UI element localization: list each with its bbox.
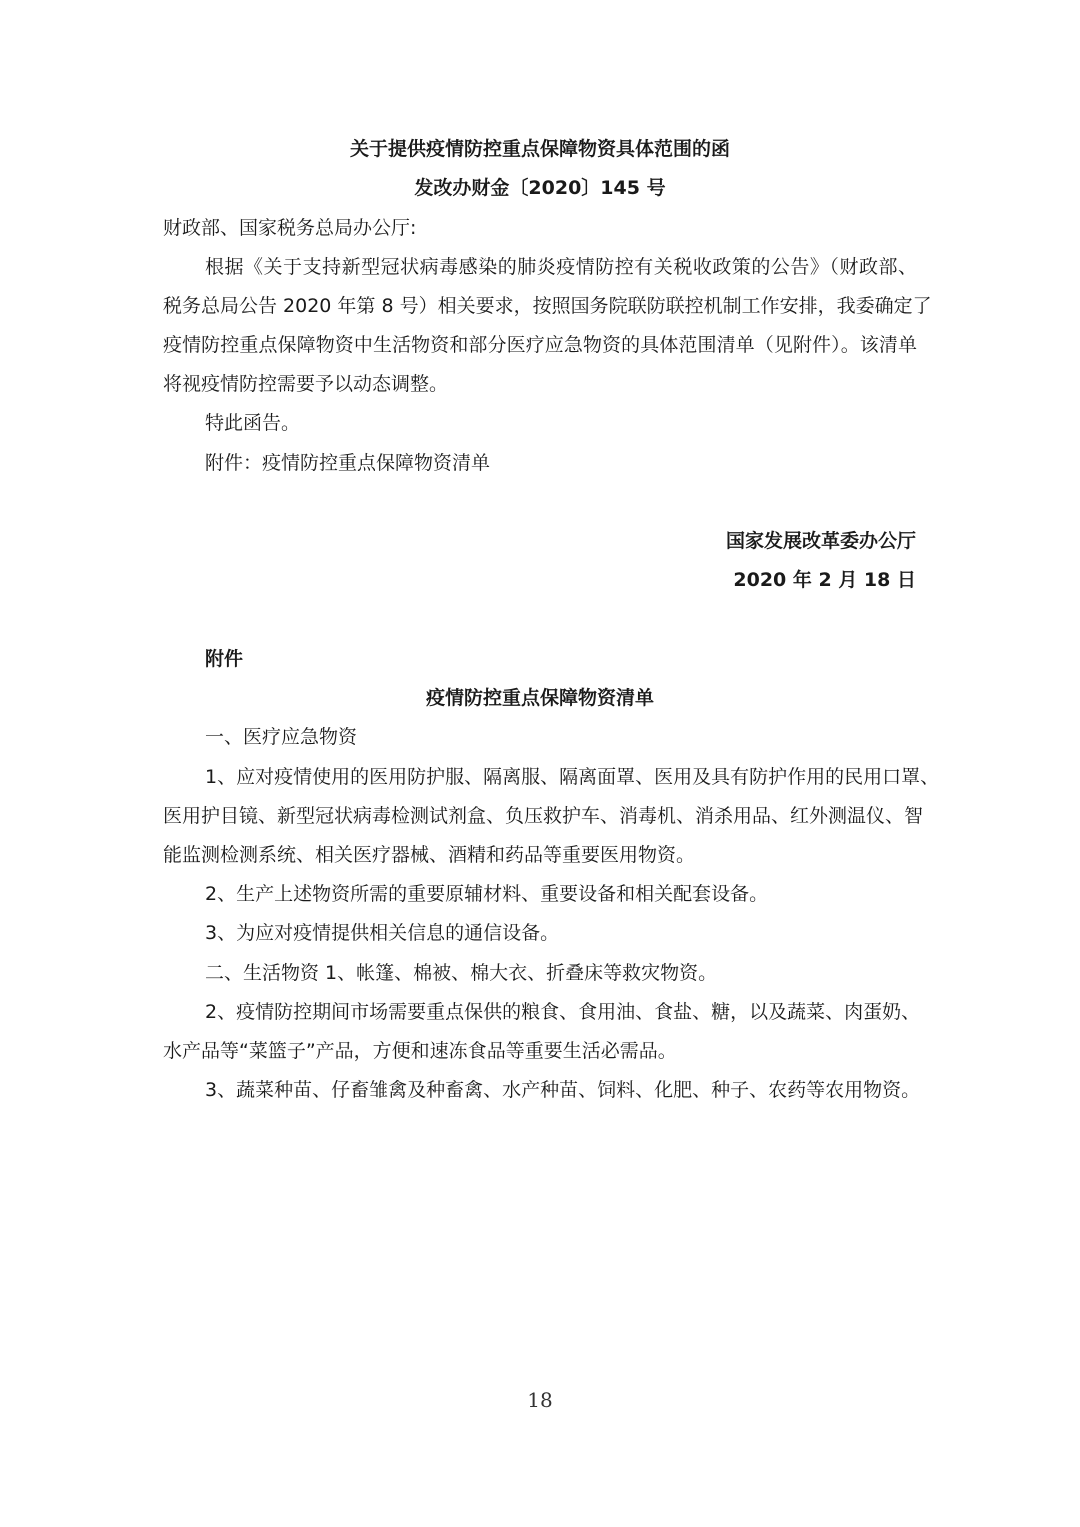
closing-text: 特此函告。 [205, 412, 301, 434]
page-number: 18 [527, 1388, 553, 1412]
living-item-3: 3、蔬菜种苗、仔畜雏禽及种畜禽、水产种苗、饲料、化肥、种子、农药等农用物资。 [205, 1079, 921, 1101]
body-line-1: 根据《关于支持新型冠状病毒感染的肺炎疫情防控有关税收政策的公告》（财政部、 [205, 256, 917, 278]
attachment-title: 疫情防控重点保障物资清单 [425, 687, 654, 709]
signature-date: 2020 年 2 月 18 日 [733, 569, 916, 591]
signature-organization: 国家发展改革委办公厅 [725, 530, 916, 552]
addressee: 财政部、国家税务总局办公厅: [163, 217, 417, 239]
living-item-2-line-2: 水产品等“菜篮子”产品，方便和速冻食品等重要生活必需品。 [163, 1040, 677, 1062]
medical-item-1-line-1: 1、应对疫情使用的医用防护服、隔离服、隔离面罩、医用及具有防护作用的民用口罩、 [205, 766, 940, 788]
medical-item-2: 2、生产上述物资所需的重要原辅材料、重要设备和相关配套设备。 [205, 883, 769, 905]
living-item-2-line-1: 2、疫情防控期间市场需要重点保供的粮食、食用油、食盐、糖，以及蔬菜、肉蛋奶、 [205, 1001, 921, 1023]
section-medical-heading: 一、医疗应急物资 [205, 726, 358, 748]
document-number: 发改办财金〔2020〕145 号 [414, 177, 666, 199]
body-line-4: 将视疫情防控需要予以动态调整。 [163, 373, 449, 395]
attachment-label: 附件 [205, 648, 244, 670]
medical-item-1-line-2: 医用护目镜、新型冠状病毒检测试剂盒、负压救护车、消毒机、消杀用品、红外测温仪、智 [163, 805, 924, 827]
letter-title: 关于提供疫情防控重点保障物资具体范围的函 [349, 138, 730, 160]
body-line-3: 疫情防控重点保障物资中生活物资和部分医疗应急物资的具体范围清单（见附件）。该清单 [163, 334, 917, 356]
medical-item-3: 3、为应对疫情提供相关信息的通信设备。 [205, 922, 560, 944]
medical-item-1-line-3: 能监测检测系统、相关医疗器械、酒精和药品等重要医用物资。 [163, 844, 696, 866]
attachment-note: 附件：疫情防控重点保障物资清单 [205, 452, 491, 474]
body-line-2: 税务总局公告 2020 年第 8 号）相关要求，按照国务院联防联控机制工作安排，我委确定了 [163, 295, 932, 317]
section-living-heading: 二、生活物资 1、帐篷、棉被、棉大衣、折叠床等救灾物资。 [205, 962, 718, 984]
